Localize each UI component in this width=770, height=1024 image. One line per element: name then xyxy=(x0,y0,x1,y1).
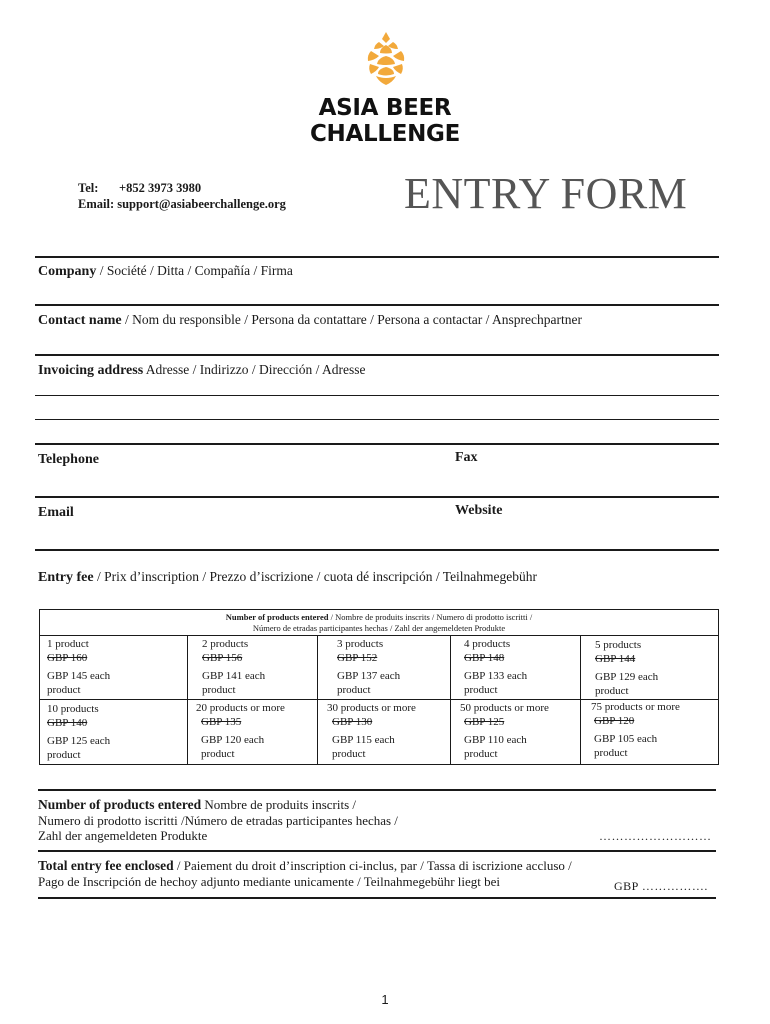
product-count: 4 products xyxy=(464,638,511,650)
new-price: GBP 105 each xyxy=(594,733,658,745)
old-price: GBP 135 xyxy=(201,716,242,728)
total-entry-fee-translation-1: / Paiement du droit d’inscription ci-inclus, par / Tassa di iscrizione accluso / xyxy=(173,858,572,873)
hop-logo-icon xyxy=(361,30,411,86)
divider xyxy=(35,443,719,445)
price-table-header-bold: Number of products entered xyxy=(225,612,329,622)
total-entry-fee-label: Total entry fee enclosed xyxy=(38,858,174,873)
new-price: GBP 133 each xyxy=(464,670,528,682)
entry-fee-translations: / Prix d’inscription / Prezzo d’iscrizione / cuota dé inscripción / Teilnahmegebühr xyxy=(93,569,538,584)
invoicing-address-label: Invoicing address xyxy=(38,363,144,378)
price-cell xyxy=(196,701,285,761)
total-entry-fee-translation-2: Pago de Inscripción de hechoy adjunto mediante unicamente / Teilnahmegebühr liegt bei xyxy=(38,873,501,889)
old-price: GBP 130 xyxy=(332,716,373,728)
number-of-products-label: Number of products entered xyxy=(38,797,202,812)
telephone-label: Telephone xyxy=(38,452,99,467)
old-price: GBP 148 xyxy=(464,652,505,664)
price-cell xyxy=(327,701,416,761)
old-price: GBP 152 xyxy=(337,652,378,664)
company-label: Company xyxy=(38,264,97,279)
table-gridline xyxy=(39,635,719,636)
table-gridline xyxy=(187,635,188,765)
price-table-header xyxy=(40,612,718,634)
form-title: ENTRY FORM xyxy=(404,169,688,218)
company-translations: / Société / Ditta / Compañía / Firma xyxy=(96,263,293,278)
new-price: GBP 110 each xyxy=(464,734,527,746)
telephone-field[interactable] xyxy=(38,450,99,468)
table-gridline xyxy=(580,635,581,765)
price-unit: product xyxy=(202,684,236,696)
price-cell xyxy=(337,637,400,697)
number-of-products-translation-1: Nombre de produits inscrits / xyxy=(201,797,357,812)
price-cell xyxy=(595,638,658,698)
number-of-products-translation-2: Numero di prodotto iscritti /Número de etradas participantes hechas / xyxy=(38,812,398,828)
divider xyxy=(35,354,719,356)
fax-field[interactable]: Fax xyxy=(455,450,478,465)
invoicing-address-translations: Adresse / Indirizzo / Dirección / Adresse xyxy=(143,362,366,377)
price-cell xyxy=(202,637,265,697)
product-count: 3 products xyxy=(337,638,384,650)
contact-name-translations: / Nom du responsible / Persona da contattare / Persona a contactar / Ansprechpartner xyxy=(121,312,582,327)
divider xyxy=(35,496,719,498)
total-entry-fee-field[interactable] xyxy=(38,858,572,889)
email-contact: Email: support@asiabeerchallenge.org xyxy=(78,197,286,211)
tel-label: Tel: xyxy=(78,181,99,195)
tel-value: +852 3973 3980 xyxy=(119,181,202,195)
company-field[interactable] xyxy=(38,262,293,280)
telephone-contact xyxy=(78,181,201,196)
table-gridline xyxy=(317,635,318,765)
price-cell xyxy=(464,637,527,697)
address-line xyxy=(35,419,719,420)
old-price: GBP 156 xyxy=(202,652,243,664)
old-price: GBP 160 xyxy=(47,652,88,664)
new-price: GBP 125 each xyxy=(47,735,111,747)
divider xyxy=(38,850,716,852)
divider xyxy=(35,304,719,306)
table-gridline xyxy=(450,635,451,765)
contact-name-label: Contact name xyxy=(38,313,122,328)
total-gbp-entry[interactable]: GBP ……………. xyxy=(614,879,708,893)
new-price: GBP 115 each xyxy=(332,734,395,746)
divider xyxy=(35,256,719,258)
price-cell xyxy=(460,701,549,761)
price-unit: product xyxy=(464,684,498,696)
product-count: 1 product xyxy=(47,638,89,650)
entry-fee-label: Entry fee xyxy=(38,570,94,585)
price-cell xyxy=(47,637,110,697)
old-price: GBP 144 xyxy=(595,653,636,665)
product-count: 50 products or more xyxy=(460,702,549,714)
entry-fee-heading xyxy=(38,568,537,586)
divider xyxy=(38,897,716,899)
number-of-products-entry-dots[interactable]: ……………………… xyxy=(599,829,712,843)
website-field[interactable]: Website xyxy=(455,503,503,518)
new-price: GBP 120 each xyxy=(201,734,265,746)
new-price: GBP 141 each xyxy=(202,670,266,682)
product-count: 75 products or more xyxy=(591,701,680,713)
email-field[interactable] xyxy=(38,503,74,521)
price-unit: product xyxy=(595,685,629,697)
divider xyxy=(35,549,719,551)
divider xyxy=(38,789,716,791)
price-cell xyxy=(47,702,110,762)
price-unit: product xyxy=(594,747,628,759)
price-unit: product xyxy=(47,749,81,761)
price-table-header-line2: Número de etradas participantes hechas / Zahl der angemeldeten Produkte xyxy=(252,623,506,633)
price-unit: product xyxy=(332,748,366,760)
old-price: GBP 140 xyxy=(47,717,88,729)
old-price: GBP 120 xyxy=(594,715,635,727)
address-line xyxy=(35,395,719,396)
price-cell xyxy=(591,700,680,760)
product-count: 5 products xyxy=(595,639,642,651)
logo-text-line1: ASIA BEER xyxy=(318,95,452,121)
product-count: 30 products or more xyxy=(327,702,416,714)
new-price: GBP 129 each xyxy=(595,671,659,683)
product-count: 20 products or more xyxy=(196,702,285,714)
number-of-products-field[interactable] xyxy=(38,797,398,844)
invoicing-address-field[interactable] xyxy=(38,361,365,379)
page-number: 1 xyxy=(381,992,389,1007)
new-price: GBP 137 each xyxy=(337,670,401,682)
contact-name-field[interactable] xyxy=(38,311,582,329)
logo-text-line2: CHALLENGE xyxy=(309,121,461,147)
product-count: 10 products xyxy=(47,703,99,715)
old-price: GBP 125 xyxy=(464,716,505,728)
new-price: GBP 145 each xyxy=(47,670,111,682)
price-unit: product xyxy=(201,748,235,760)
email-label: Email xyxy=(38,505,74,520)
price-unit: product xyxy=(464,748,498,760)
price-unit: product xyxy=(337,684,371,696)
number-of-products-translation-3: Zahl der angemeldeten Produkte xyxy=(38,828,208,843)
price-unit: product xyxy=(47,684,81,696)
price-table-header-rest: / Nombre de produits inscrits / Numero di prodotto iscritti / xyxy=(328,612,533,622)
product-count: 2 products xyxy=(202,638,249,650)
